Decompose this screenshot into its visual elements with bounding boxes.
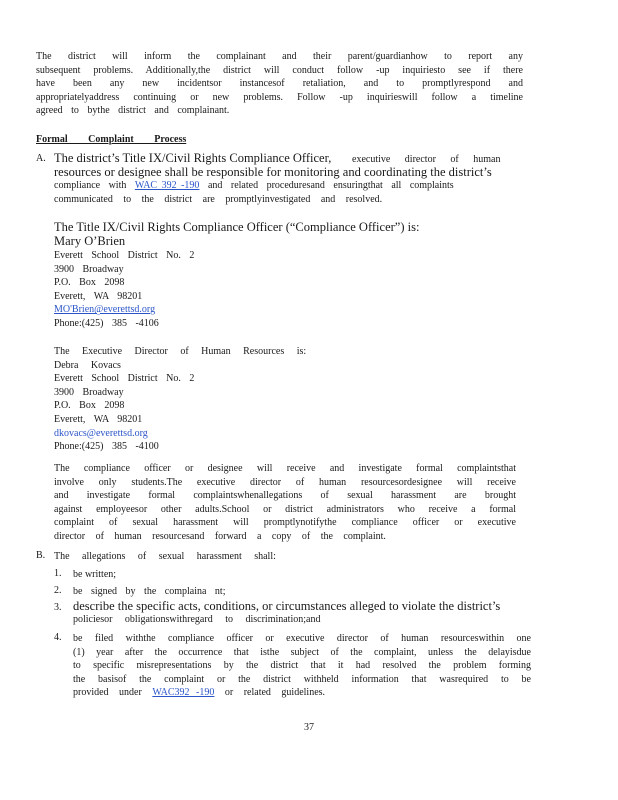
list-item-last-after: or related guidelines.: [224, 687, 326, 699]
list-item-line: be signed by the complaina nt;: [73, 586, 226, 597]
section-b-intro: The allegations of sexual harassment shall:: [54, 551, 276, 562]
section-a-paragraph: [54, 151, 540, 206]
intro-line: agreed to bythe district and complainant.: [36, 105, 230, 117]
list-item-line: to specific misrepresentations by the district that it had resolved the problem forming: [73, 660, 531, 672]
section-a-line2: resources or designee shall be responsible for monitoring and coordinating the district’s: [54, 165, 492, 179]
list-item-line: (1) year after the occurrence that isthe subject of the complaint, unless the delayisdue: [73, 646, 531, 658]
director-street: 3900 Broadway: [54, 386, 124, 398]
section-a-marker: A.: [36, 153, 46, 164]
compliance-line: and investigate formal complaintswhenallegations of sexual harassment are brought: [54, 490, 516, 502]
intro-line: The district will inform the complainant and their parent/guardianhow to report any: [36, 51, 523, 62]
list-item-line: policiesor obligationswithregard to discrimination;and: [73, 614, 321, 625]
list-item-line: describe the specific acts, conditions, or circumstances alleged to violate the district’s: [73, 599, 501, 613]
director-intro: The Executive Director of Human Resources is:: [54, 346, 307, 357]
director-org: Everett School District No. 2: [54, 373, 195, 385]
compliance-line: director of human resourcesand forward a copy of the complaint.: [54, 530, 386, 542]
compliance-line: involve only students.The executive director of human resourcesordesignee will receive: [54, 476, 516, 488]
section-b-marker: B.: [36, 550, 46, 561]
item-number: 3.: [54, 602, 62, 613]
intro-line: have been any new incidentsor instancesof retaliation, and to promptlyrespond and: [36, 78, 523, 90]
wac-link[interactable]: WAC 392 -190: [134, 180, 200, 191]
item-number: 2.: [54, 585, 62, 596]
intro-line: subsequent problems. Additionally,the district will conduct follow -up inquiriesto see if there: [36, 64, 523, 76]
section-a-line4: communicated to the district are promptlyinvestigated and resolved.: [54, 193, 383, 205]
list-item-line: be written;: [73, 569, 117, 580]
officer-org: Everett School District No. 2: [54, 250, 195, 261]
section-a-line1-part1: The district’s Title IX/Civil Rights Compliance Officer,: [54, 151, 332, 165]
compliance-line: complaint of sexual harassment will promptlynotifythe compliance officer or executive: [54, 517, 516, 529]
officer-address: [54, 249, 199, 331]
officer-phone: Phone:(425) 385 -4106: [54, 317, 159, 329]
list-item-last-before: provided under: [73, 687, 142, 699]
list-item-line: be filed withthe compliance officer or executive director of human resourceswithin one: [73, 633, 531, 644]
section-a-line1-part2: executive director of human: [352, 154, 501, 165]
director-city: Everett, WA 98201: [54, 413, 143, 425]
director-name: Debra Kovacs: [54, 359, 121, 371]
director-email-link[interactable]: dkovacs@everettsd.org: [54, 427, 148, 439]
list-item: [73, 568, 116, 582]
section-a-line3-after: and related proceduresand ensuringthat all complaints: [207, 180, 454, 191]
list-item-line: the basisof the complaint or the district withheld information that wasrequired to be: [73, 673, 531, 685]
officer-street: 3900 Broadway: [54, 263, 124, 275]
intro-paragraph: [36, 50, 523, 118]
officer-box: P.O. Box 2098: [54, 277, 125, 289]
director-phone: Phone:(425) 385 -4100: [54, 441, 159, 453]
intro-line: appropriatelyaddress continuing or new problems. Follow -up inquirieswill follow a timeline: [36, 91, 523, 103]
list-item: [73, 585, 225, 599]
section-heading: Formal Complaint Process: [36, 134, 187, 145]
officer-intro: The Title IX/Civil Rights Compliance Officer (“Compliance Officer”) is:: [54, 220, 420, 234]
page-number: 37: [304, 722, 314, 733]
item-number: 1.: [54, 568, 62, 579]
officer-city: Everett, WA 98201: [54, 290, 143, 302]
compliance-line: against employeesor other adults.School or district administrators who receive a formal: [54, 503, 516, 515]
officer-email-link[interactable]: MO'Brien@everettsd.org: [54, 304, 156, 316]
list-item: [73, 599, 500, 627]
director-box: P.O. Box 2098: [54, 400, 125, 412]
section-a-line3-before: compliance with: [54, 180, 127, 191]
officer-name: Mary O’Brien: [54, 234, 126, 248]
compliance-paragraph: [54, 462, 516, 544]
compliance-line: The compliance officer or designee will receive and investigate formal complaintsthat: [54, 463, 516, 474]
item-number: 4.: [54, 632, 62, 643]
list-item: [73, 632, 531, 700]
wac-link-2[interactable]: WAC392 -190: [152, 687, 215, 699]
director-block: [54, 345, 306, 454]
